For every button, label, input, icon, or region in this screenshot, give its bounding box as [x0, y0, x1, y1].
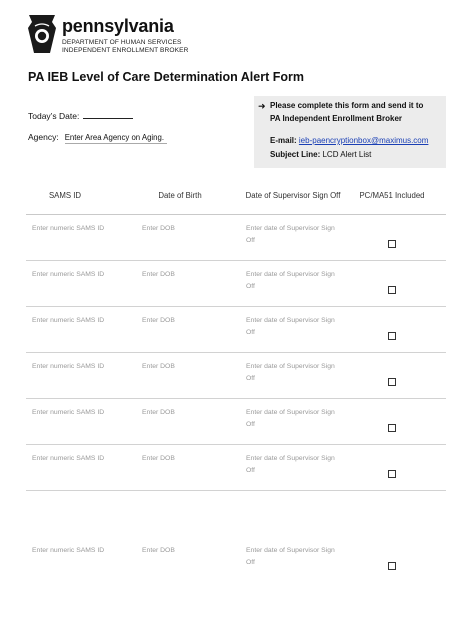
column-header-sams-id: SAMS ID	[48, 191, 82, 200]
column-header-signoff: Date of Supervisor Sign Off	[245, 191, 341, 200]
dob-field[interactable]: Enter DOB	[142, 409, 175, 416]
agency-label: Agency:	[28, 132, 59, 142]
arrow-right-icon: ➜	[258, 101, 266, 111]
signoff-date-field[interactable]: Enter date of Supervisor Sign Off	[246, 455, 335, 474]
agency-row	[28, 132, 167, 144]
signoff-date-field[interactable]: Enter date of Supervisor Sign Off	[246, 363, 335, 382]
sams-id-field[interactable]: Enter numeric SAMS ID	[32, 455, 105, 462]
table-row	[26, 445, 446, 491]
dob-field[interactable]: Enter DOB	[142, 547, 175, 554]
signoff-date-field[interactable]: Enter date of Supervisor Sign Off	[246, 225, 335, 244]
keystone-logo-icon	[26, 14, 58, 54]
table-row	[26, 537, 446, 583]
row-divider	[26, 490, 446, 491]
sams-id-field[interactable]: Enter numeric SAMS ID	[32, 317, 105, 324]
dob-field[interactable]: Enter DOB	[142, 271, 175, 278]
signoff-date-field[interactable]: Enter date of Supervisor Sign Off	[246, 547, 335, 566]
instruction-line-1: Please complete this form and send it to	[270, 101, 424, 110]
dept-line-1: DEPARTMENT OF HUMAN SERVICES	[62, 39, 182, 46]
subject-value: LCD Alert List	[322, 150, 372, 159]
included-checkbox[interactable]	[388, 562, 396, 570]
date-field[interactable]	[83, 110, 133, 119]
included-checkbox[interactable]	[388, 424, 396, 432]
form-title: PA IEB Level of Care Determination Alert Form	[28, 70, 304, 84]
sams-id-field[interactable]: Enter numeric SAMS ID	[32, 363, 105, 370]
table-row	[26, 307, 446, 353]
sams-id-field[interactable]: Enter numeric SAMS ID	[32, 225, 105, 232]
sams-id-field[interactable]: Enter numeric SAMS ID	[32, 547, 105, 554]
agency-field[interactable]: Enter Area Agency on Aging.	[65, 133, 167, 144]
dob-field[interactable]: Enter DOB	[142, 363, 175, 370]
date-label: Today’s Date:	[28, 111, 80, 121]
dept-line-2: INDEPENDENT ENROLLMENT BROKER	[62, 47, 189, 54]
sams-id-field[interactable]: Enter numeric SAMS ID	[32, 271, 105, 278]
included-checkbox[interactable]	[388, 378, 396, 386]
included-checkbox[interactable]	[388, 470, 396, 478]
sams-id-field[interactable]: Enter numeric SAMS ID	[32, 409, 105, 416]
dob-field[interactable]: Enter DOB	[142, 455, 175, 462]
instructions-box	[254, 96, 446, 168]
table-row	[26, 353, 446, 399]
column-header-included: PC/MA51 Included	[359, 191, 425, 200]
included-checkbox[interactable]	[388, 332, 396, 340]
subject-line	[270, 150, 371, 159]
email-label: E-mail:	[270, 136, 297, 145]
brand-name: pennsylvania	[62, 16, 174, 36]
table-row	[26, 215, 446, 261]
included-checkbox[interactable]	[388, 240, 396, 248]
email-link[interactable]: ieb-paencryptionbox@maximus.com	[298, 136, 429, 145]
signoff-date-field[interactable]: Enter date of Supervisor Sign Off	[246, 271, 335, 290]
pa-dhs-logo	[26, 14, 194, 56]
table-row	[26, 261, 446, 307]
included-checkbox[interactable]	[388, 286, 396, 294]
signoff-date-field[interactable]: Enter date of Supervisor Sign Off	[246, 317, 335, 336]
dob-field[interactable]: Enter DOB	[142, 317, 175, 324]
table-row	[26, 399, 446, 445]
instruction-line-2: PA Independent Enrollment Broker	[270, 114, 403, 123]
subject-label: Subject Line:	[270, 150, 321, 159]
column-header-dob: Date of Birth	[158, 191, 202, 200]
dob-field[interactable]: Enter DOB	[142, 225, 175, 232]
signoff-date-field[interactable]: Enter date of Supervisor Sign Off	[246, 409, 335, 428]
email-line	[270, 136, 428, 145]
date-row	[28, 110, 133, 121]
